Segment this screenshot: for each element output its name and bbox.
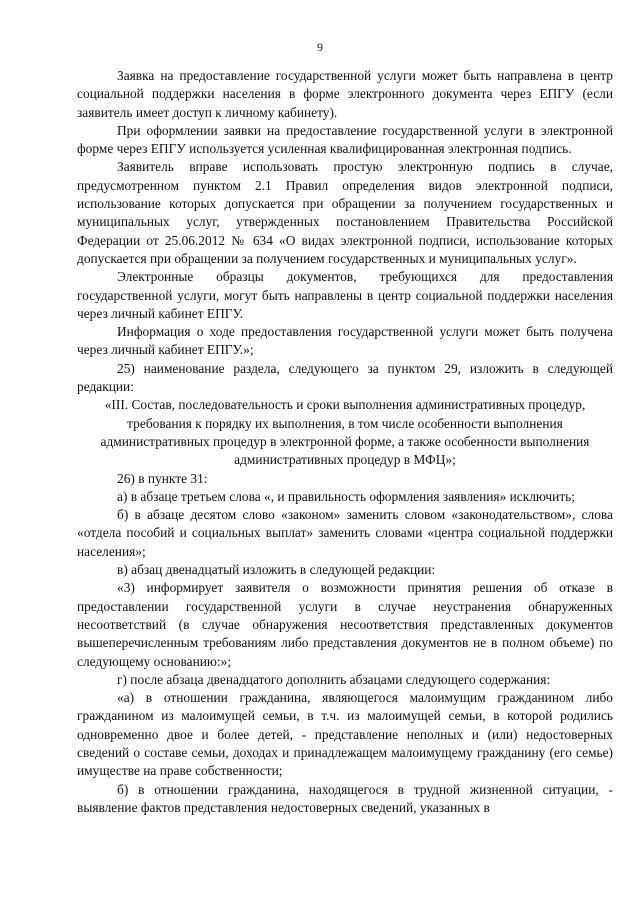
section-heading-quote: «III. Состав, последовательность и сроки выполнения административных процедур, требования к порядку их выполнения, в том числе особенности выполнения административных процедур в электронной форме, а также особенности выполнения административных процедур в МФЦ»; (100, 397, 590, 468)
page-number: 9 (317, 40, 323, 54)
paragraph: «а) в отношении гражданина, являющегося малоимущим гражданином либо гражданином из малоимущей семьи, в т.ч. из малоимущей семьи, в которой родились одновременно двое и более детей, - представление неполных и (или) недостоверных сведений о составе семьи, доходах и принадлежащем малоимущему гражданину (его семье) имуществе на праве собственности; (77, 690, 613, 779)
paragraph: б) в абзаце десятом слово «законом» заменить словом «законодательством», слова «отдела пособий и социальных выплат» заменить словами «центра социальной поддержки населения»; (77, 507, 613, 559)
paragraph: 26) в пункте 31: (117, 470, 208, 486)
paragraph: Заявка на предоставление государственной услуги может быть направлена в центр социальной поддержки населения в форме электронного документа через ЕПГУ (если заявитель имеет доступ к личному кабинету). (77, 68, 613, 120)
paragraph: Информация о ходе предоставления государственной услуги может быть получена через личный кабинет ЕПГУ.»; (77, 324, 613, 358)
paragraph: а) в абзаце третьем слова «, и правильность оформления заявления» исключить; (117, 488, 576, 504)
document-body (77, 67, 613, 817)
paragraph: в) абзац двенадцатый изложить в следующей редакции: (117, 562, 436, 578)
paragraph: Заявитель вправе использовать простую электронную подпись в случае, предусмотренном пунктом 2.1 Правил определения видов электронной подписи, использование которых допускается при обращении за получением государственных и муниципальных услуг, утвержденных постановлением Правительства Российской Федерации от 25.06.2012 № 634 «О видах электронной подписи, использование которых допускается при обращении за получением государственных и муниципальных услуг». (77, 159, 613, 266)
paragraph: г) после абзаца двенадцатого дополнить абзацами следующего содержания: (117, 671, 551, 687)
paragraph: б) в отношении гражданина, находящегося в трудной жизненной ситуации, - выявление фактов представления недостоверных сведений, указанных в (77, 781, 613, 815)
paragraph: При оформлении заявки на предоставление государственной услуги в электронной форме через ЕПГУ используется усиленная квалифицированная электронная подпись. (77, 122, 613, 157)
paragraph: «3) информирует заявителя о возможности принятия решения об отказе в предоставлении государственной услуги в случае неустранения обнаруженных несоответствий (в случае обнаружения несоответствия представленных документов вышеперечисленным требованиям либо представления документов не в полном объеме) по следующему основанию:»; (77, 580, 613, 669)
paragraph: Электронные образцы документов, требующихся для предоставления государственной услуги, могут быть направлены в центр социальной поддержки населения через личный кабинет ЕПГУ. (77, 269, 613, 321)
paragraph: 25) наименование раздела, следующего за пунктом 29, изложить в следующей редакции: (77, 360, 613, 395)
